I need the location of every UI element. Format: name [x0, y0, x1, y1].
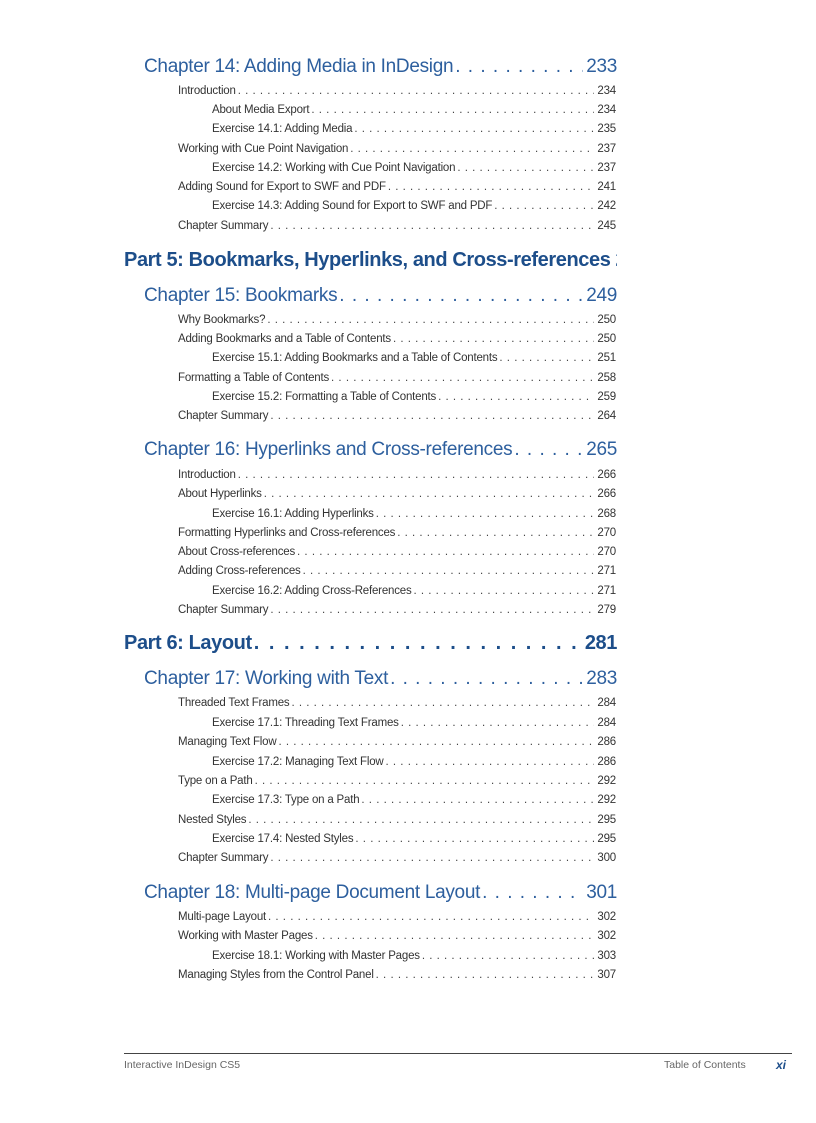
toc-entry [178, 697, 616, 713]
dot-leader [270, 220, 594, 232]
dot-leader [270, 410, 594, 422]
toc-subentry-page: 268 [597, 508, 616, 520]
toc-subentry [212, 585, 616, 601]
toc-entry-title: Chapter Summary [178, 852, 269, 864]
footer-page-number: xi [776, 1058, 787, 1072]
toc-entry-page: 292 [597, 775, 616, 787]
toc-subentry [212, 391, 616, 407]
dot-leader [331, 372, 594, 384]
toc-subentry-title: Exercise 16.2: Adding Cross-References [212, 585, 412, 597]
dot-leader [514, 439, 583, 461]
toc-chapter-page: 249 [586, 285, 617, 306]
toc-chapter-page: 233 [586, 56, 617, 77]
dot-leader [438, 391, 594, 403]
toc-entry [178, 911, 616, 927]
dot-leader [270, 604, 594, 616]
toc-chapter-title: Chapter 17: Working with Text [144, 668, 389, 689]
toc-entry-title: Multi-page Layout [178, 911, 267, 923]
toc-entry [178, 969, 616, 985]
toc-entry-title: Formatting Hyperlinks and Cross-references [178, 527, 396, 539]
toc-subentry-page: 235 [597, 123, 616, 135]
toc-entry [178, 527, 616, 543]
toc-subentry [212, 352, 616, 368]
dot-leader [457, 162, 594, 174]
toc-entry-page: 250 [597, 314, 616, 326]
toc-entry-title: Introduction [178, 85, 236, 97]
toc-entry-title: Chapter Summary [178, 604, 269, 616]
toc-entry-title: About Cross-references [178, 546, 296, 558]
dot-leader [268, 911, 594, 923]
toc-chapter [144, 882, 617, 910]
toc-subentry-page: 259 [597, 391, 616, 403]
dot-leader [315, 930, 595, 942]
dot-leader [494, 200, 594, 212]
toc-subentry-page: 237 [597, 162, 616, 174]
toc-entry-title: Type on a Path [178, 775, 253, 787]
toc-subentry-page: 234 [597, 104, 616, 116]
toc-part-page: 281 [584, 632, 617, 654]
toc-entry-page: 300 [597, 852, 616, 864]
dot-leader [264, 488, 595, 500]
toc-entry-title: Why Bookmarks? [178, 314, 266, 326]
toc-entry-page: 250 [597, 333, 616, 345]
toc-part-title: Part 6: Layout [124, 632, 252, 654]
toc-entry [178, 410, 616, 426]
toc-chapter-page: 265 [586, 439, 617, 460]
toc-subentry-page: 284 [597, 717, 616, 729]
toc-entry [178, 604, 616, 620]
dot-leader [255, 775, 595, 787]
footer-book-title: Interactive InDesign CS5 [124, 1059, 241, 1071]
toc-entry-title: Nested Styles [178, 814, 247, 826]
toc-chapter [144, 668, 617, 696]
toc-chapter-title: Chapter 14: Adding Media in InDesign [144, 56, 454, 77]
toc-entry [178, 372, 616, 388]
toc-subentry [212, 950, 616, 966]
toc-part-title: Part 5: Bookmarks, Hyperlinks, and Cross-references [124, 249, 611, 271]
toc-entry-page: 302 [597, 930, 616, 942]
dot-leader [303, 565, 595, 577]
dot-leader [248, 814, 594, 826]
toc-entry [178, 488, 616, 504]
toc-entry-title: Formatting a Table of Contents [178, 372, 330, 384]
toc-entry [178, 333, 616, 349]
toc-subentry-page: 292 [597, 794, 616, 806]
toc-entry [178, 181, 616, 197]
toc-subentry-title: Exercise 17.1: Threading Text Frames [212, 717, 399, 729]
toc-entry-page: 241 [597, 181, 616, 193]
toc-subentry-title: Exercise 14.1: Adding Media [212, 123, 353, 135]
toc-entry-title: Threaded Text Frames [178, 697, 290, 709]
toc-subentry-page: 251 [597, 352, 616, 364]
toc-subentry-title: Exercise 14.3: Adding Sound for Export to SWF and PDF [212, 200, 493, 212]
toc-entry [178, 469, 616, 485]
dot-leader [401, 717, 595, 729]
toc-entry-title: Working with Cue Point Navigation [178, 143, 349, 155]
dot-leader [422, 950, 595, 962]
toc-part-page [612, 249, 617, 272]
dot-leader [238, 85, 595, 97]
toc-entry-page: 245 [597, 220, 616, 232]
dot-leader [361, 794, 594, 806]
toc-chapter [144, 56, 617, 84]
toc-subentry [212, 756, 616, 772]
toc-subentry [212, 162, 616, 178]
toc-entry-page: 302 [597, 911, 616, 923]
dot-leader [254, 632, 582, 655]
dot-leader [414, 585, 595, 597]
toc-subentry-title: Exercise 15.2: Formatting a Table of Contents [212, 391, 437, 403]
footer-rule [124, 1053, 792, 1054]
dot-leader [311, 104, 594, 116]
toc-entry-title: Working with Master Pages [178, 930, 313, 942]
toc-subentry [212, 794, 616, 810]
toc-chapter-page: 283 [586, 668, 617, 689]
dot-leader [393, 333, 594, 345]
dot-leader [297, 546, 594, 558]
toc-subentry [212, 508, 616, 524]
toc-entry-page: 284 [597, 697, 616, 709]
toc-entry-page: 258 [597, 372, 616, 384]
toc-entry-title: Chapter Summary [178, 410, 269, 422]
dot-leader [376, 508, 595, 520]
dot-leader [355, 833, 594, 845]
toc-entry-page: 266 [597, 488, 616, 500]
toc-entry [178, 930, 616, 946]
dot-leader [291, 697, 594, 709]
toc-chapter-page: 301 [586, 882, 617, 903]
toc-part [124, 249, 617, 277]
toc-chapter-title: Chapter 15: Bookmarks [144, 285, 338, 306]
toc-entry [178, 775, 616, 791]
dot-leader [267, 314, 594, 326]
toc-entry-page: 295 [597, 814, 616, 826]
toc-entry-title: Managing Styles from the Control Panel [178, 969, 374, 981]
toc-subentry [212, 833, 616, 849]
toc-entry [178, 85, 616, 101]
toc-entry-title: About Hyperlinks [178, 488, 262, 500]
toc-entry [178, 852, 616, 868]
toc-entry-title: Adding Sound for Export to SWF and PDF [178, 181, 386, 193]
toc-entry-page: 270 [597, 527, 616, 539]
dot-leader [390, 668, 583, 690]
dot-leader [354, 123, 594, 135]
toc-subentry-page: 295 [597, 833, 616, 845]
toc-entry [178, 220, 616, 236]
dot-leader [388, 181, 595, 193]
toc-chapter [144, 439, 617, 467]
dot-leader [339, 285, 583, 307]
toc-subentry-page: 286 [597, 756, 616, 768]
toc-part [124, 632, 617, 660]
toc-entry [178, 314, 616, 330]
footer-section: Table of Contents [664, 1059, 746, 1071]
toc-subentry-title: Exercise 17.2: Managing Text Flow [212, 756, 384, 768]
toc-subentry-title: Exercise 15.1: Adding Bookmarks and a Table of Contents [212, 352, 498, 364]
dot-leader [350, 143, 594, 155]
dot-leader [482, 882, 583, 904]
toc-subentry-title: Exercise 16.1: Adding Hyperlinks [212, 508, 374, 520]
toc-subentry [212, 717, 616, 733]
dot-leader [238, 469, 595, 481]
toc-entry-page: 234 [597, 85, 616, 97]
toc-entry-page: 279 [597, 604, 616, 616]
toc-entry [178, 565, 616, 581]
toc-chapter-title: Chapter 18: Multi-page Document Layout [144, 882, 481, 903]
toc-subentry [212, 200, 616, 216]
toc-subentry-title: Exercise 18.1: Working with Master Pages [212, 950, 420, 962]
dot-leader [376, 969, 595, 981]
dot-leader [278, 736, 594, 748]
toc-subentry-title: Exercise 14.2: Working with Cue Point Navigation [212, 162, 456, 174]
toc-entry [178, 814, 616, 830]
toc-entry-page: 270 [597, 546, 616, 558]
toc-entry-title: Managing Text Flow [178, 736, 277, 748]
toc-entry [178, 546, 616, 562]
toc-subentry-title: About Media Export [212, 104, 310, 116]
toc-entry-page: 307 [597, 969, 616, 981]
toc-entry-page: 237 [597, 143, 616, 155]
dot-leader [270, 852, 594, 864]
dot-leader [499, 352, 594, 364]
toc-entry-title: Introduction [178, 469, 236, 481]
toc-entry-page: 271 [597, 565, 616, 577]
dot-leader [386, 756, 595, 768]
toc-subentry [212, 104, 616, 120]
toc-entry [178, 736, 616, 752]
toc-subentry-title: Exercise 17.3: Type on a Path [212, 794, 360, 806]
toc-entry-page: 286 [597, 736, 616, 748]
toc-entry-title: Chapter Summary [178, 220, 269, 232]
toc-entry-page: 264 [597, 410, 616, 422]
toc-subentry-page: 242 [597, 200, 616, 212]
toc-subentry-title: Exercise 17.4: Nested Styles [212, 833, 354, 845]
dot-leader [397, 527, 594, 539]
toc-entry [178, 143, 616, 159]
toc-subentry-page: 303 [597, 950, 616, 962]
dot-leader [455, 56, 583, 78]
toc-entry-title: Adding Bookmarks and a Table of Contents [178, 333, 391, 345]
toc-subentry-page: 271 [597, 585, 616, 597]
toc-chapter [144, 285, 617, 313]
toc-entry-page: 266 [597, 469, 616, 481]
toc-chapter-title: Chapter 16: Hyperlinks and Cross-references [144, 439, 513, 460]
toc-subentry [212, 123, 616, 139]
toc-entry-title: Adding Cross-references [178, 565, 301, 577]
